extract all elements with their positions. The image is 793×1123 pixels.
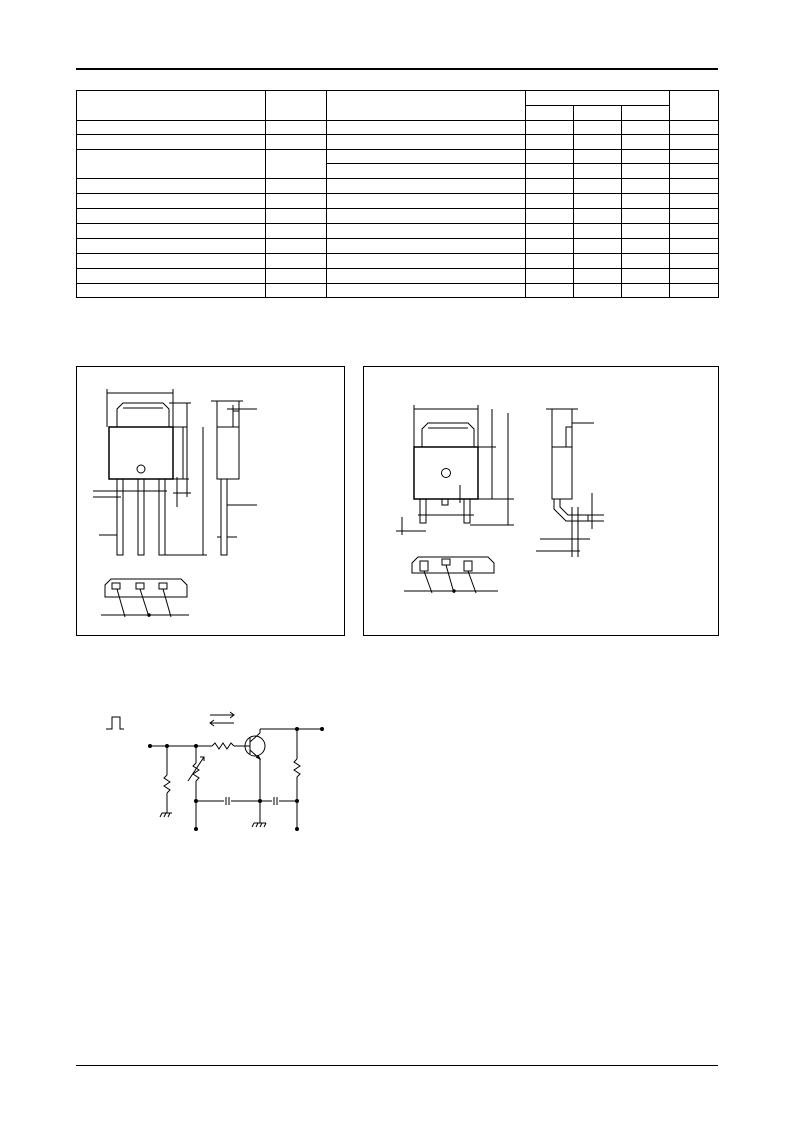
table-cell <box>670 209 719 224</box>
table-cell <box>77 284 266 298</box>
table-cell <box>622 284 670 298</box>
package-drawing-panel-2 <box>363 366 719 636</box>
table-cell <box>526 150 574 164</box>
table-cell <box>670 254 719 269</box>
table-cell <box>526 209 574 224</box>
table-cell <box>266 254 327 269</box>
table-cell <box>670 164 719 179</box>
table-cell <box>670 269 719 284</box>
table-cell <box>77 254 266 269</box>
table-cell <box>574 284 622 298</box>
header-cell <box>622 106 670 121</box>
table-cell <box>327 121 526 135</box>
table-row <box>77 150 719 164</box>
table-cell <box>77 121 266 135</box>
header-cell <box>327 91 526 121</box>
table-cell <box>327 150 526 164</box>
lead <box>138 479 144 555</box>
table-cell <box>77 269 266 284</box>
table-cell <box>622 239 670 254</box>
end-view <box>101 579 189 617</box>
table-cell <box>526 254 574 269</box>
table-cell <box>622 254 670 269</box>
table-row <box>77 254 719 269</box>
table-cell <box>574 121 622 135</box>
package-body <box>414 447 478 499</box>
table-cell <box>622 150 670 164</box>
table-cell <box>670 194 719 209</box>
table-row <box>77 284 719 298</box>
table-row <box>77 135 719 150</box>
resistor-icon <box>160 746 172 817</box>
table-cell <box>266 269 327 284</box>
table-cell <box>266 209 327 224</box>
table-cell <box>266 150 327 179</box>
table-cell <box>266 284 327 298</box>
header-cell <box>526 91 670 106</box>
side-view <box>211 401 257 555</box>
package-drawing-2 <box>364 367 718 635</box>
capacitor-icon <box>274 797 277 805</box>
package-drawing-1 <box>77 367 344 635</box>
table-cell <box>622 164 670 179</box>
test-circuit <box>100 705 340 835</box>
header-rule <box>76 68 718 70</box>
header-cell <box>77 91 266 121</box>
table-cell <box>574 224 622 239</box>
header-cell <box>574 106 622 121</box>
table-cell <box>670 179 719 194</box>
table-cell <box>526 179 574 194</box>
table-cell <box>77 224 266 239</box>
table-cell <box>266 121 327 135</box>
side-view <box>536 409 604 557</box>
table-cell <box>266 135 327 150</box>
table-cell <box>574 254 622 269</box>
table-row <box>77 269 719 284</box>
table-cell <box>327 194 526 209</box>
lead <box>442 499 448 505</box>
package-tab <box>422 423 474 447</box>
lead <box>464 499 470 523</box>
mounting-hole <box>442 469 451 478</box>
table-cell <box>670 224 719 239</box>
arrow-icon <box>210 712 234 726</box>
pulse-icon <box>106 717 124 729</box>
table-cell <box>77 194 266 209</box>
table-cell <box>574 194 622 209</box>
table-cell <box>670 284 719 298</box>
resistor-icon <box>212 743 246 749</box>
table-cell <box>622 179 670 194</box>
table-cell <box>77 135 266 150</box>
footer-rule <box>76 1065 718 1066</box>
capacitor-icon <box>226 797 229 805</box>
test-circuit-diagram <box>100 705 340 835</box>
table-cell <box>670 239 719 254</box>
end-view <box>404 557 498 593</box>
table-cell <box>526 121 574 135</box>
table-cell <box>77 209 266 224</box>
table-cell <box>327 209 526 224</box>
mounting-hole <box>137 465 145 473</box>
table-cell <box>327 239 526 254</box>
header-cell <box>266 91 327 121</box>
lead <box>159 479 165 555</box>
table-cell <box>670 121 719 135</box>
table-cell <box>670 135 719 150</box>
transistor-icon <box>245 729 322 823</box>
table-cell <box>327 224 526 239</box>
table-cell <box>266 194 327 209</box>
table-cell <box>670 150 719 164</box>
table-cell <box>327 179 526 194</box>
table-cell <box>622 135 670 150</box>
table-cell <box>266 239 327 254</box>
table-cell <box>622 269 670 284</box>
table-cell <box>622 194 670 209</box>
table-row <box>77 179 719 194</box>
table-cell <box>327 254 526 269</box>
table-cell <box>327 284 526 298</box>
lead <box>420 499 426 523</box>
table-cell <box>266 179 327 194</box>
table-cell <box>526 164 574 179</box>
table-cell <box>574 150 622 164</box>
table-cell <box>574 135 622 150</box>
table-cell <box>526 194 574 209</box>
table-cell <box>574 179 622 194</box>
table-cell <box>327 269 526 284</box>
table-row <box>77 209 719 224</box>
table-cell <box>77 150 266 179</box>
table-cell <box>526 284 574 298</box>
table-cell <box>77 179 266 194</box>
resistor-icon <box>294 728 300 830</box>
ground-icon <box>252 823 266 827</box>
spec-table <box>76 90 719 298</box>
header-cell <box>526 106 574 121</box>
package-tab <box>117 403 169 427</box>
table-row <box>77 121 719 135</box>
table-cell <box>574 239 622 254</box>
table-cell <box>526 239 574 254</box>
table-header-row <box>77 91 719 106</box>
table-cell <box>574 269 622 284</box>
table-cell <box>266 224 327 239</box>
table-cell <box>526 224 574 239</box>
table-row <box>77 224 719 239</box>
header-cell <box>670 91 719 121</box>
table-cell <box>526 269 574 284</box>
table-cell <box>574 209 622 224</box>
table-row <box>77 194 719 209</box>
package-drawing-panel-1 <box>76 366 345 636</box>
package-body <box>109 427 173 479</box>
table-cell <box>622 121 670 135</box>
table-cell <box>77 239 266 254</box>
table-cell <box>327 164 526 179</box>
table-cell <box>327 135 526 150</box>
table-cell <box>526 135 574 150</box>
table-cell <box>574 164 622 179</box>
dimension-line <box>414 405 478 447</box>
table-cell <box>622 224 670 239</box>
table-row <box>77 239 719 254</box>
lead <box>117 479 123 555</box>
variable-resistor-icon <box>188 746 204 801</box>
table-cell <box>622 209 670 224</box>
